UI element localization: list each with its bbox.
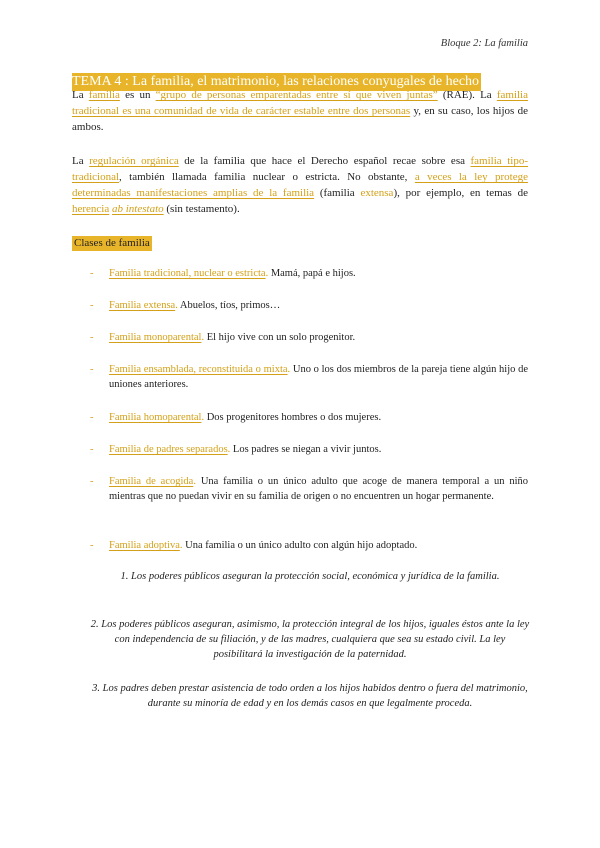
term-separator: .: [265, 268, 269, 279]
constitution-article-1: 1. Los poderes públicos aseguran la protección social, económica y jurídica de la familia.: [120, 571, 500, 582]
term-separator: .: [287, 364, 291, 375]
family-type-description: El hijo vive con un solo progenitor.: [204, 332, 356, 343]
family-type-link[interactable]: Familia tradicional, nuclear o estricta: [109, 268, 266, 279]
bullet-marker: -: [90, 476, 94, 487]
family-type-description: Una familia o un único adulto que acoge de manera temporal a un niño mientras que no puedan vivir en su familia de origen o no encuentren un hogar permanente.: [109, 476, 528, 502]
text-segment: y, en su caso, los hijos de ambos.: [72, 105, 529, 133]
link-rae-definition[interactable]: “grupo de personas emparentadas entre sí que viven juntas”: [155, 89, 438, 101]
family-type-link[interactable]: Familia extensa: [109, 300, 176, 311]
family-type-description: Abuelos, tíos, primos…: [177, 300, 281, 311]
term-separator: .: [201, 332, 205, 343]
text-segment: de la familia que hace el Derecho español recae sobre esa: [178, 155, 471, 167]
link-familia-tipo-tradicional[interactable]: familia tipo-tradicional: [72, 155, 528, 183]
family-type-link[interactable]: Familia adoptiva: [109, 540, 180, 551]
text-segment: es un: [119, 89, 156, 101]
link-familia-tradicional[interactable]: familia tradicional es una comunidad de vida de carácter estable entre dos personas: [72, 89, 528, 117]
bullet-marker: -: [90, 300, 94, 311]
link-ley-protege[interactable]: a veces la ley protege determinadas manifestaciones amplias de la familia: [72, 171, 528, 199]
family-type-description: Dos progenitores hombres o dos mujeres.: [204, 412, 382, 423]
term-separator: .: [201, 412, 205, 423]
term-separator: .: [227, 444, 231, 455]
family-type-link[interactable]: Familia homoparental: [109, 412, 202, 423]
section-heading-clases: Clases de familia: [74, 237, 150, 249]
term-separator: .: [193, 476, 196, 487]
bullet-marker: -: [90, 332, 94, 343]
family-type-description: Los padres se niegan a vivir juntos.: [230, 444, 382, 455]
bullet-marker: -: [90, 444, 94, 455]
text-segment: ), por ejemplo, en temas de: [393, 187, 528, 199]
family-type-description: Uno o los dos miembros de la pareja tiene algún hijo de uniones anteriores.: [109, 364, 529, 390]
text-segment: La: [72, 89, 89, 101]
list-item: [90, 538, 528, 553]
family-type-description: Mamá, papá e hijos.: [268, 268, 356, 279]
list-item: [90, 298, 528, 313]
text-segment: (familia: [314, 187, 361, 199]
paragraph-regulation: [72, 153, 528, 217]
text-segment: , también llamada familia nuclear o estricta. No obstante,: [119, 171, 415, 183]
text-segment: La: [72, 155, 90, 167]
link-herencia[interactable]: herencia: [72, 203, 110, 215]
list-item: [90, 330, 528, 345]
family-type-link[interactable]: Familia ensamblada, reconstituida o mixta: [109, 364, 288, 375]
family-type-link[interactable]: Familia monoparental: [109, 332, 202, 343]
bullet-marker: -: [90, 268, 94, 279]
text-segment: (RAE). La: [437, 89, 497, 101]
list-item: [90, 266, 528, 281]
link-regulacion-organica[interactable]: regulación orgánica: [89, 155, 179, 167]
bullet-marker: -: [90, 412, 94, 423]
page-title: TEMA 4 : La familia, el matrimonio, las relaciones conyugales de hecho: [72, 74, 480, 89]
link-familia[interactable]: familia: [88, 89, 120, 101]
bullet-marker: -: [90, 540, 94, 551]
list-item: [90, 474, 528, 504]
constitution-article-3: 3. Los padres deben prestar asistencia de todo orden a los hijos habidos dentro o fuera del matrimonio, durante su minoría de edad y en los demás casos en que legalmente proceda.: [92, 683, 528, 709]
link-ab-intestato[interactable]: ab intestato: [112, 203, 164, 215]
list-item: [90, 410, 528, 425]
family-type-link[interactable]: Familia de padres separados: [109, 444, 228, 455]
term-separator: .: [179, 540, 183, 551]
family-type-link[interactable]: Familia de acogida: [109, 476, 194, 487]
family-type-description: Una familia o un único adulto con algún hijo adoptado.: [182, 540, 418, 551]
paragraph-definition: [72, 87, 528, 135]
text-segment: (sin testamento).: [163, 203, 240, 215]
term-separator: .: [175, 300, 178, 311]
list-item: [90, 362, 528, 392]
running-header: Bloque 2: La familia: [440, 38, 528, 49]
highlight-extensa: extensa: [360, 187, 394, 199]
constitution-article-2: 2. Los poderes públicos aseguran, asimismo, la protección integral de los hijos, iguales éstos ante la ley con independencia de su filiación, y de las madres, cualquiera que sea su estado civil. La ley posibilitará la investigación de la paternidad.: [90, 619, 530, 660]
bullet-marker: -: [90, 364, 94, 375]
list-item: [90, 442, 528, 457]
